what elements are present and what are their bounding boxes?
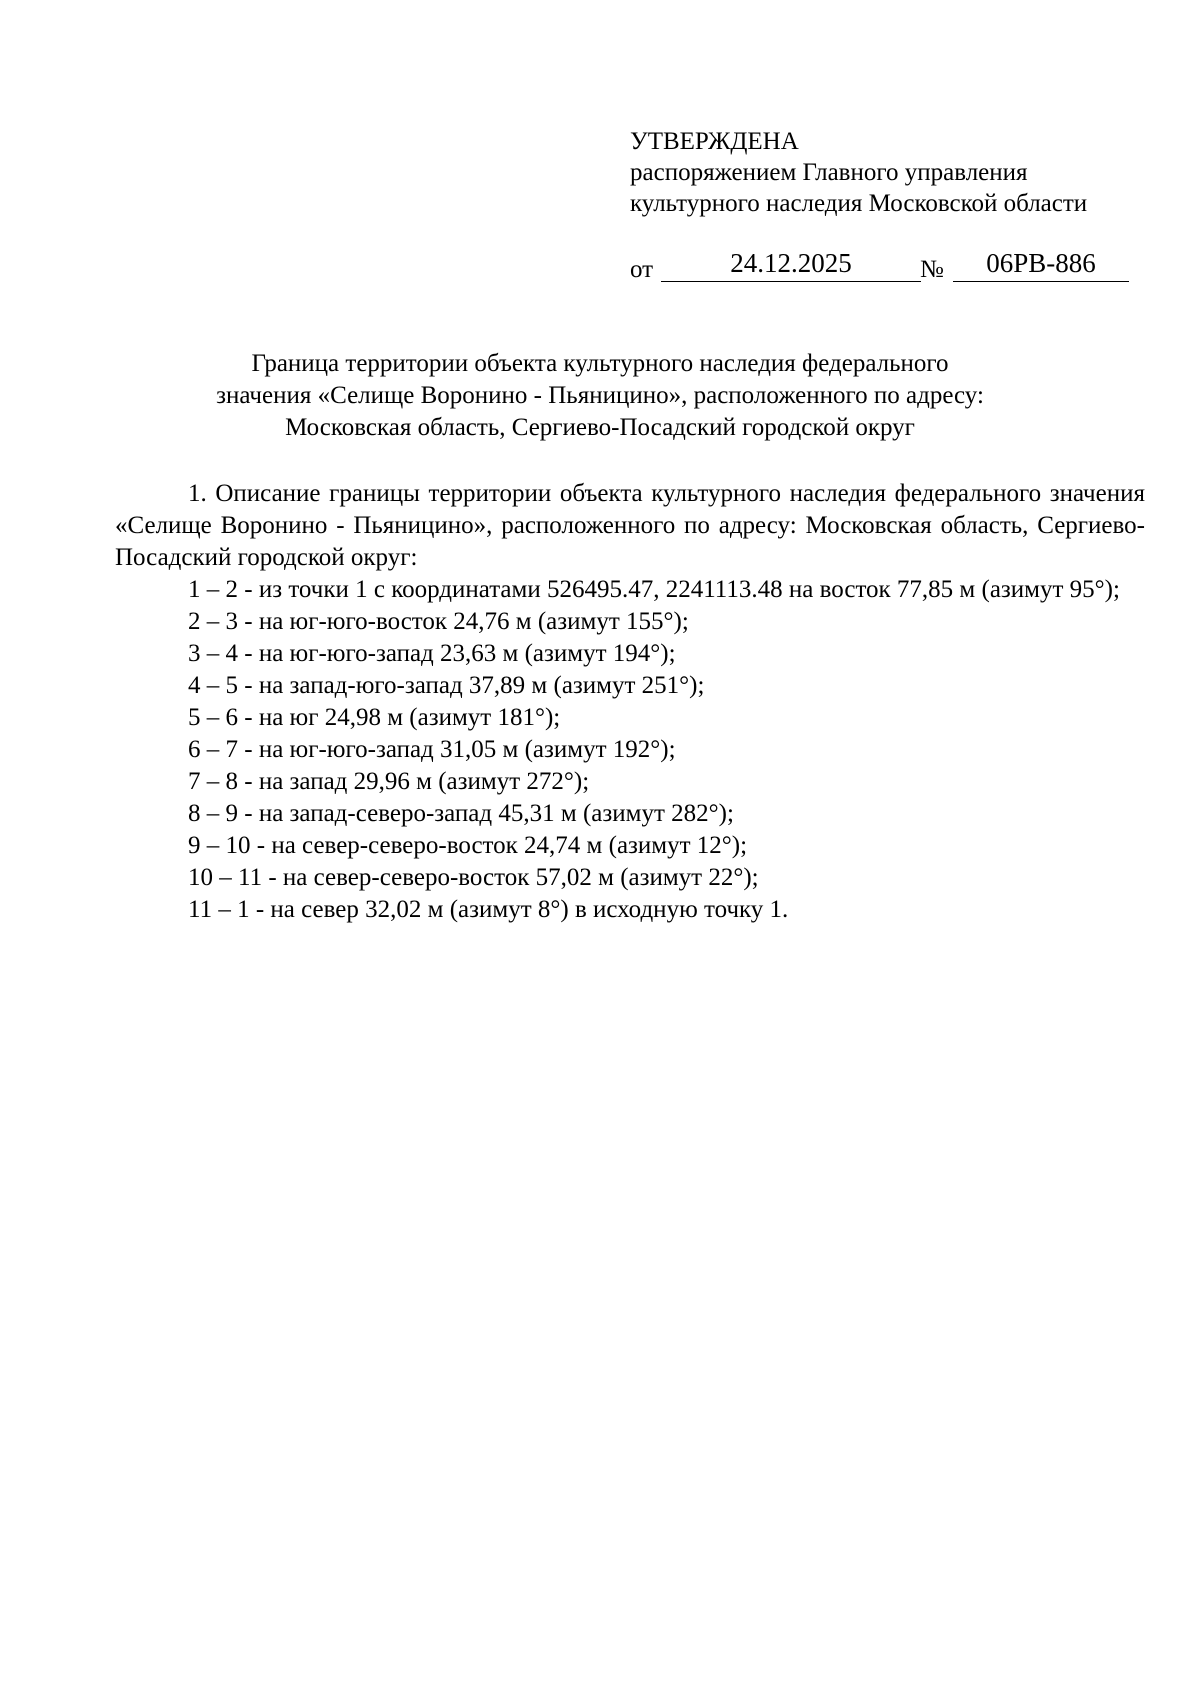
boundary-segment-4: 4 – 5 - на запад-юго-запад 37,89 м (азимут 251°); <box>188 672 705 699</box>
approval-stamp <box>630 126 1087 219</box>
approval-heading: УТВЕРЖДЕНА <box>630 128 799 155</box>
order-number-label: № <box>920 256 944 283</box>
boundary-segment-6: 6 – 7 - на юг-юго-запад 31,05 м (азимут 192°); <box>188 736 676 763</box>
title-line-1: Граница территории объекта культурного наследия федерального <box>251 350 949 377</box>
order-date: 24.12.2025 <box>661 248 921 282</box>
boundary-segment-8: 8 – 9 - на запад-северо-запад 45,31 м (азимут 282°); <box>188 800 734 827</box>
document-title <box>100 348 1100 444</box>
approval-line-1: распоряжением Главного управления <box>630 159 1028 186</box>
order-number: 06РВ-886 <box>953 248 1129 282</box>
boundary-segment-9: 9 – 10 - на север-северо-восток 24,74 м (азимут 12°); <box>188 832 748 859</box>
boundary-segment-10: 10 – 11 - на север-северо-восток 57,02 м (азимут 22°); <box>188 864 759 891</box>
approval-line-2: культурного наследия Московской области <box>630 190 1088 217</box>
description-intro: 1. Описание границы территории объекта культурного наследия федерального значения «Селище Воронино - Пьяницино», расположенного по адресу: Московская область, Сергиево-Посадский городской округ: <box>115 480 1145 571</box>
title-line-2: значения «Селище Воронино - Пьяницино», расположенного по адресу: <box>216 382 984 409</box>
boundary-segment-2: 2 – 3 - на юг-юго-восток 24,76 м (азимут 155°); <box>188 608 689 635</box>
order-date-label: от <box>630 256 654 283</box>
title-line-3: Московская область, Сергиево-Посадский городской округ <box>285 414 915 441</box>
boundary-segment-7: 7 – 8 - на запад 29,96 м (азимут 272°); <box>188 768 590 795</box>
boundary-segment-11: 11 – 1 - на север 32,02 м (азимут 8°) в исходную точку 1. <box>188 896 789 923</box>
boundary-segment-1: 1 – 2 - из точки 1 с координатами 526495.47, 2241113.48 на восток 77,85 м (азимут 95°); <box>188 576 1120 603</box>
boundary-description <box>115 478 1145 926</box>
boundary-segment-3: 3 – 4 - на юг-юго-запад 23,63 м (азимут 194°); <box>188 640 676 667</box>
boundary-segment-5: 5 – 6 - на юг 24,98 м (азимут 181°); <box>188 704 561 731</box>
